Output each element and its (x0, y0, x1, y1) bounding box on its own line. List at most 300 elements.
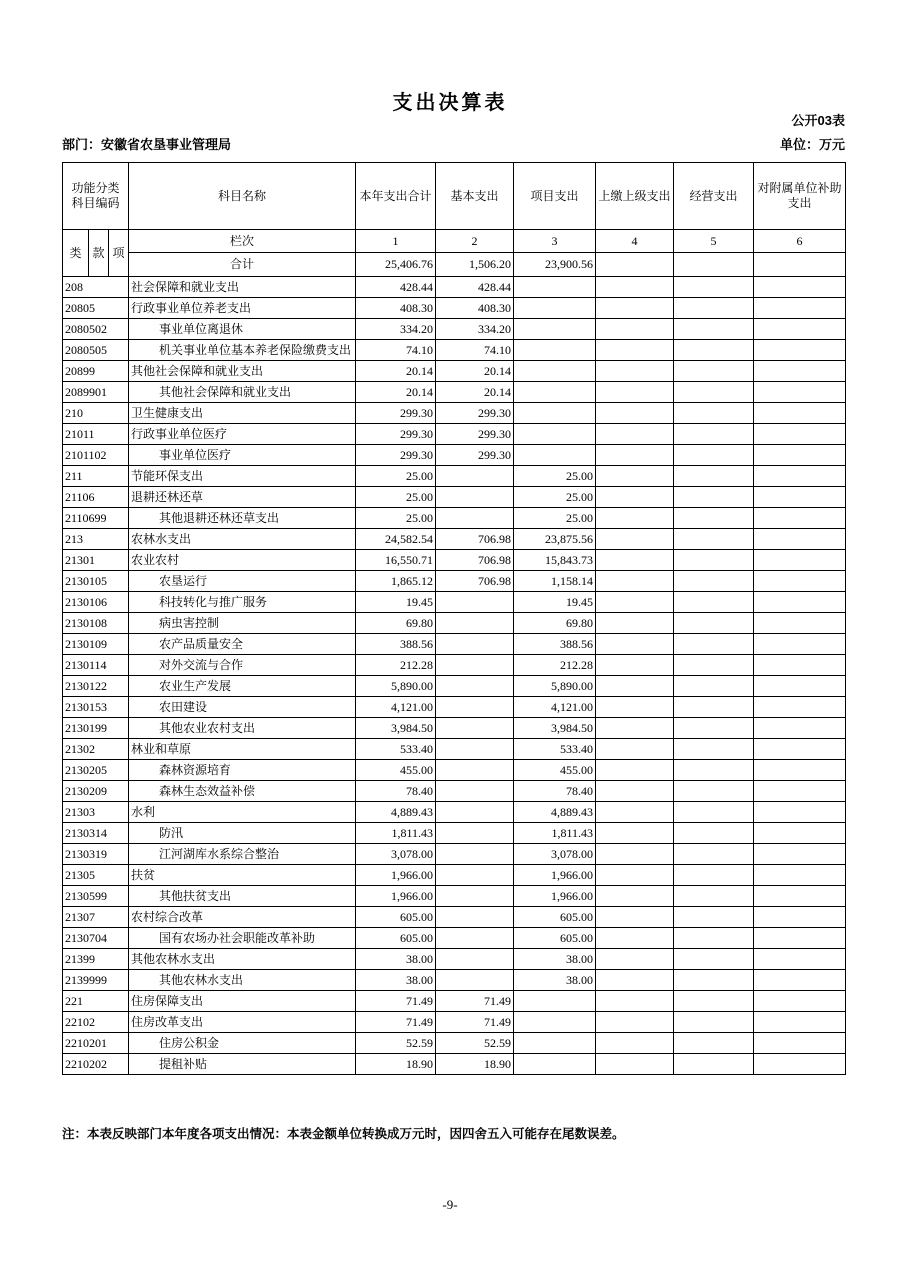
value-cell (436, 592, 514, 613)
value-cell: 533.40 (514, 739, 596, 760)
form-code: 公开03表 (791, 113, 845, 128)
code-cell: 221 (63, 991, 129, 1012)
total-row (63, 253, 846, 277)
value-cell: 334.20 (356, 319, 436, 340)
table-row (63, 298, 846, 319)
code-cell: 211 (63, 466, 129, 487)
table-row (63, 991, 846, 1012)
table-row (63, 403, 846, 424)
header-row (63, 163, 846, 230)
header-code-group: 功能分类 科目编码 (63, 163, 129, 230)
expenditure-table (62, 162, 846, 1075)
subject-cell: 行政事业单位医疗 (129, 424, 356, 445)
value-cell (436, 487, 514, 508)
value-cell (754, 949, 846, 970)
subject-cell: 农产品质量安全 (129, 634, 356, 655)
value-cell: 69.80 (514, 613, 596, 634)
value-cell (754, 760, 846, 781)
unit-label: 单位：万元 (779, 137, 845, 152)
code-cell: 21305 (63, 865, 129, 886)
value-cell (674, 907, 754, 928)
subject-cell: 社会保障和就业支出 (129, 277, 356, 298)
value-cell (514, 424, 596, 445)
value-cell (436, 676, 514, 697)
value-cell: 408.30 (436, 298, 514, 319)
value-cell: 5,890.00 (514, 676, 596, 697)
table-row (63, 760, 846, 781)
subject-cell: 其他农林水支出 (129, 970, 356, 991)
value-cell (674, 781, 754, 802)
table-row (63, 592, 846, 613)
value-cell (596, 655, 674, 676)
value-cell: 15,843.73 (514, 550, 596, 571)
value-cell (674, 382, 754, 403)
subject-cell: 江河湖库水系综合整治 (129, 844, 356, 865)
value-cell (754, 487, 846, 508)
value-cell (596, 529, 674, 550)
value-cell (436, 949, 514, 970)
header-project-expenditure: 项目支出 (514, 163, 596, 230)
code-cell: 2130109 (63, 634, 129, 655)
code-cell: 20805 (63, 298, 129, 319)
value-cell (596, 928, 674, 949)
value-cell: 4,121.00 (356, 697, 436, 718)
value-cell (514, 991, 596, 1012)
value-cell: 23,875.56 (514, 529, 596, 550)
value-cell: 78.40 (514, 781, 596, 802)
value-cell (674, 550, 754, 571)
table-row (63, 508, 846, 529)
total-value: 25,406.76 (356, 253, 436, 277)
code-cell: 2130319 (63, 844, 129, 865)
value-cell: 52.59 (436, 1033, 514, 1054)
value-cell (674, 340, 754, 361)
value-cell: 38.00 (356, 970, 436, 991)
code-cell: 2130205 (63, 760, 129, 781)
value-cell: 1,966.00 (514, 865, 596, 886)
value-cell: 25.00 (356, 487, 436, 508)
value-cell (754, 907, 846, 928)
value-cell (596, 487, 674, 508)
value-cell (436, 739, 514, 760)
value-cell (436, 823, 514, 844)
subject-cell: 科技转化与推广服务 (129, 592, 356, 613)
value-cell: 455.00 (514, 760, 596, 781)
header-class-col: 类 (63, 230, 89, 277)
code-cell: 2101102 (63, 445, 129, 466)
code-cell: 20899 (63, 361, 129, 382)
value-cell (596, 1012, 674, 1033)
value-cell (596, 739, 674, 760)
value-cell (674, 319, 754, 340)
value-cell: 38.00 (514, 949, 596, 970)
value-cell (754, 592, 846, 613)
value-cell (674, 991, 754, 1012)
value-cell: 71.49 (436, 991, 514, 1012)
value-cell: 299.30 (436, 424, 514, 445)
table-row (63, 466, 846, 487)
code-cell: 21303 (63, 802, 129, 823)
value-cell (754, 403, 846, 424)
subject-cell: 农田建设 (129, 697, 356, 718)
value-cell (754, 319, 846, 340)
value-cell (514, 382, 596, 403)
value-cell (674, 508, 754, 529)
value-cell: 3,078.00 (356, 844, 436, 865)
value-cell (596, 277, 674, 298)
column-index: 6 (754, 230, 846, 253)
table-row (63, 655, 846, 676)
table-row (63, 613, 846, 634)
value-cell (674, 571, 754, 592)
value-cell: 25.00 (514, 466, 596, 487)
code-cell: 21399 (63, 949, 129, 970)
value-cell (674, 529, 754, 550)
total-value (754, 253, 846, 277)
value-cell (596, 844, 674, 865)
value-cell (674, 697, 754, 718)
code-cell: 21301 (63, 550, 129, 571)
value-cell: 5,890.00 (356, 676, 436, 697)
code-cell: 2130105 (63, 571, 129, 592)
value-cell: 69.80 (356, 613, 436, 634)
value-cell (596, 319, 674, 340)
subject-cell: 森林资源培育 (129, 760, 356, 781)
value-cell: 299.30 (356, 424, 436, 445)
value-cell (596, 445, 674, 466)
header-basic-expenditure: 基本支出 (436, 163, 514, 230)
subject-cell: 事业单位离退休 (129, 319, 356, 340)
table-row (63, 487, 846, 508)
value-cell: 212.28 (514, 655, 596, 676)
value-cell: 706.98 (436, 550, 514, 571)
value-cell: 19.45 (356, 592, 436, 613)
code-cell: 213 (63, 529, 129, 550)
value-cell (596, 865, 674, 886)
subject-cell: 其他退耕还林还草支出 (129, 508, 356, 529)
value-cell (436, 907, 514, 928)
code-cell: 2130209 (63, 781, 129, 802)
value-cell: 4,889.43 (356, 802, 436, 823)
value-cell (754, 865, 846, 886)
code-cell: 208 (63, 277, 129, 298)
subject-cell: 其他扶贫支出 (129, 886, 356, 907)
table-row (63, 886, 846, 907)
value-cell (436, 781, 514, 802)
subject-cell: 农业农村 (129, 550, 356, 571)
value-cell: 1,158.14 (514, 571, 596, 592)
subject-cell: 住房保障支出 (129, 991, 356, 1012)
value-cell (596, 382, 674, 403)
subject-cell: 国有农场办社会职能改革补助 (129, 928, 356, 949)
value-cell (436, 844, 514, 865)
header-subject: 科目名称 (129, 163, 356, 230)
subject-cell: 森林生态效益补偿 (129, 781, 356, 802)
department-label: 部门：安徽省农垦事业管理局 (62, 137, 232, 152)
value-cell (596, 991, 674, 1012)
column-index: 1 (356, 230, 436, 253)
value-cell: 428.44 (436, 277, 514, 298)
value-cell (754, 340, 846, 361)
table-row (63, 844, 846, 865)
value-cell (674, 760, 754, 781)
value-cell (596, 424, 674, 445)
value-cell: 38.00 (356, 949, 436, 970)
value-cell (436, 508, 514, 529)
value-cell: 20.14 (436, 361, 514, 382)
table-row (63, 1033, 846, 1054)
subject-cell: 其他社会保障和就业支出 (129, 382, 356, 403)
value-cell (596, 466, 674, 487)
value-cell (674, 634, 754, 655)
subject-cell: 其他农林水支出 (129, 949, 356, 970)
value-cell: 533.40 (356, 739, 436, 760)
value-cell (436, 865, 514, 886)
value-cell: 299.30 (436, 445, 514, 466)
value-cell (674, 1033, 754, 1054)
code-cell: 2130199 (63, 718, 129, 739)
value-cell: 20.14 (356, 382, 436, 403)
value-cell (596, 550, 674, 571)
code-cell: 2130704 (63, 928, 129, 949)
value-cell (674, 487, 754, 508)
value-cell (674, 823, 754, 844)
value-cell (674, 277, 754, 298)
value-cell (596, 907, 674, 928)
header-item-col: 项 (109, 230, 129, 277)
value-cell (674, 844, 754, 865)
value-cell (754, 277, 846, 298)
code-cell: 2139999 (63, 970, 129, 991)
value-cell: 605.00 (514, 907, 596, 928)
value-cell: 74.10 (436, 340, 514, 361)
table-row (63, 970, 846, 991)
value-cell (514, 445, 596, 466)
value-cell (754, 739, 846, 760)
value-cell (436, 466, 514, 487)
subject-cell: 水利 (129, 802, 356, 823)
code-cell: 21106 (63, 487, 129, 508)
header-total-expenditure: 本年支出合计 (356, 163, 436, 230)
value-cell (674, 1054, 754, 1075)
subject-cell: 农林水支出 (129, 529, 356, 550)
value-cell: 706.98 (436, 529, 514, 550)
value-cell (596, 886, 674, 907)
value-cell: 19.45 (514, 592, 596, 613)
total-value (596, 253, 674, 277)
table-row (63, 1012, 846, 1033)
page-number: -9- (442, 1197, 458, 1212)
value-cell (754, 571, 846, 592)
table-row (63, 802, 846, 823)
value-cell: 71.49 (356, 1012, 436, 1033)
value-cell (514, 1033, 596, 1054)
value-cell (754, 298, 846, 319)
value-cell (596, 697, 674, 718)
value-cell: 20.14 (356, 361, 436, 382)
code-cell: 2130314 (63, 823, 129, 844)
value-cell (754, 928, 846, 949)
value-cell (674, 592, 754, 613)
value-cell (754, 1054, 846, 1075)
value-cell: 408.30 (356, 298, 436, 319)
value-cell (596, 970, 674, 991)
code-cell: 2210202 (63, 1054, 129, 1075)
table-row (63, 445, 846, 466)
table-row (63, 424, 846, 445)
code-cell: 2130153 (63, 697, 129, 718)
value-cell (674, 361, 754, 382)
value-cell (596, 823, 674, 844)
table-row (63, 550, 846, 571)
value-cell (674, 655, 754, 676)
subject-cell: 扶贫 (129, 865, 356, 886)
value-cell (754, 466, 846, 487)
value-cell: 74.10 (356, 340, 436, 361)
value-cell (596, 403, 674, 424)
value-cell: 334.20 (436, 319, 514, 340)
value-cell (674, 424, 754, 445)
code-cell: 22102 (63, 1012, 129, 1033)
value-cell: 1,966.00 (356, 886, 436, 907)
table-body (63, 277, 846, 1075)
value-cell (596, 949, 674, 970)
value-cell (436, 613, 514, 634)
value-cell: 388.56 (356, 634, 436, 655)
value-cell: 71.49 (436, 1012, 514, 1033)
value-cell (596, 340, 674, 361)
value-cell: 25.00 (514, 487, 596, 508)
column-index: 2 (436, 230, 514, 253)
value-cell: 16,550.71 (356, 550, 436, 571)
table-row (63, 319, 846, 340)
table-row (63, 361, 846, 382)
value-cell (754, 823, 846, 844)
value-cell (674, 445, 754, 466)
subject-cell: 农业生产发展 (129, 676, 356, 697)
value-cell: 20.14 (436, 382, 514, 403)
value-cell (754, 361, 846, 382)
header-upturned-expenditure: 上缴上级支出 (596, 163, 674, 230)
value-cell: 605.00 (356, 928, 436, 949)
value-cell: 388.56 (514, 634, 596, 655)
value-cell (754, 382, 846, 403)
table-row (63, 823, 846, 844)
value-cell (754, 697, 846, 718)
total-value: 1,506.20 (436, 253, 514, 277)
value-cell (436, 970, 514, 991)
value-cell: 78.40 (356, 781, 436, 802)
total-value: 23,900.56 (514, 253, 596, 277)
value-cell (674, 466, 754, 487)
value-cell (514, 403, 596, 424)
value-cell (514, 340, 596, 361)
total-value (674, 253, 754, 277)
code-cell: 2130114 (63, 655, 129, 676)
value-cell (754, 655, 846, 676)
value-cell (596, 634, 674, 655)
value-cell: 299.30 (436, 403, 514, 424)
value-cell (436, 802, 514, 823)
value-cell (436, 886, 514, 907)
value-cell (436, 928, 514, 949)
value-cell (754, 781, 846, 802)
code-cell: 2110699 (63, 508, 129, 529)
value-cell (674, 949, 754, 970)
value-cell (754, 1033, 846, 1054)
value-cell: 38.00 (514, 970, 596, 991)
value-cell (596, 718, 674, 739)
value-cell (514, 1054, 596, 1075)
column-number-row (63, 230, 846, 253)
value-cell: 1,811.43 (514, 823, 596, 844)
value-cell: 52.59 (356, 1033, 436, 1054)
value-cell: 706.98 (436, 571, 514, 592)
value-cell: 71.49 (356, 991, 436, 1012)
header-subsidy-expenditure: 对附属单位补助支出 (754, 163, 846, 230)
table-row (63, 697, 846, 718)
subject-cell: 退耕还林还草 (129, 487, 356, 508)
value-cell (754, 991, 846, 1012)
subject-cell: 病虫害控制 (129, 613, 356, 634)
table-row (63, 907, 846, 928)
page-title: 支出决算表 (392, 92, 508, 114)
value-cell (754, 970, 846, 991)
value-cell (674, 886, 754, 907)
code-cell: 2130106 (63, 592, 129, 613)
code-cell: 2089901 (63, 382, 129, 403)
table-row (63, 340, 846, 361)
value-cell (436, 655, 514, 676)
subject-cell: 林业和草原 (129, 739, 356, 760)
value-cell: 4,121.00 (514, 697, 596, 718)
value-cell (754, 802, 846, 823)
value-cell (596, 1033, 674, 1054)
value-cell (754, 424, 846, 445)
value-cell (754, 844, 846, 865)
value-cell (754, 508, 846, 529)
value-cell: 1,966.00 (514, 886, 596, 907)
code-cell: 2080502 (63, 319, 129, 340)
value-cell (436, 718, 514, 739)
subject-cell: 农村综合改革 (129, 907, 356, 928)
value-cell: 1,811.43 (356, 823, 436, 844)
value-cell (514, 361, 596, 382)
value-cell (674, 928, 754, 949)
value-cell (754, 529, 846, 550)
value-cell: 3,984.50 (514, 718, 596, 739)
value-cell (674, 403, 754, 424)
value-cell: 3,078.00 (514, 844, 596, 865)
value-cell (436, 697, 514, 718)
table-row (63, 277, 846, 298)
table-row (63, 529, 846, 550)
value-cell: 605.00 (514, 928, 596, 949)
value-cell: 25.00 (356, 508, 436, 529)
subject-cell: 防汛 (129, 823, 356, 844)
value-cell (596, 592, 674, 613)
value-cell: 18.90 (436, 1054, 514, 1075)
column-index: 4 (596, 230, 674, 253)
value-cell (754, 676, 846, 697)
total-label: 合计 (129, 253, 356, 277)
subject-cell: 行政事业单位养老支出 (129, 298, 356, 319)
subject-cell: 节能环保支出 (129, 466, 356, 487)
code-cell: 2210201 (63, 1033, 129, 1054)
value-cell: 455.00 (356, 760, 436, 781)
table-row (63, 676, 846, 697)
value-cell: 1,966.00 (356, 865, 436, 886)
